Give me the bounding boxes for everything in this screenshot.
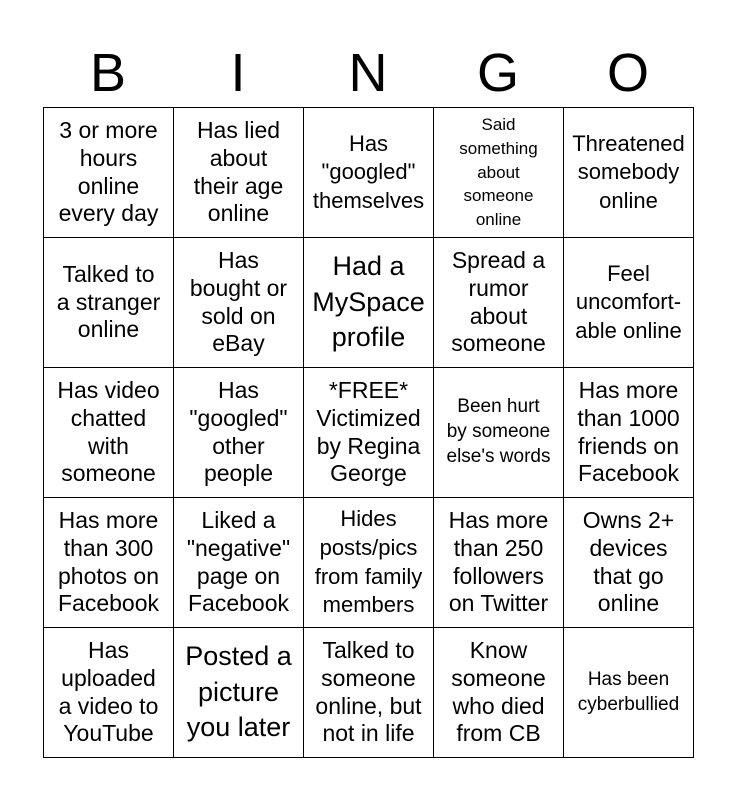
- bingo-cell[interactable]: [434, 238, 564, 368]
- bingo-cell[interactable]: [44, 368, 174, 498]
- cell-text: Has more than 300 photos on Facebook: [57, 507, 160, 617]
- bingo-cell[interactable]: [44, 108, 174, 238]
- cell-text: Feel uncomfort- able online: [575, 260, 682, 343]
- cell-text: Has "googled" other people: [189, 377, 288, 487]
- bingo-cell[interactable]: [564, 368, 694, 498]
- bingo-cell[interactable]: [174, 238, 304, 368]
- cell-text: Threatened somebody online: [572, 130, 685, 213]
- bingo-grid: [43, 107, 694, 758]
- cell-text: 3 or more hours online every day: [58, 117, 159, 227]
- bingo-cell[interactable]: [44, 498, 174, 628]
- cell-text: Posted a picture you later: [185, 640, 292, 743]
- cell-text: Talked to a stranger online: [56, 261, 161, 343]
- cell-text: Has more than 1000 friends on Facebook: [577, 377, 680, 487]
- bingo-cell[interactable]: [174, 108, 304, 238]
- cell-text: Has been cyberbullied: [577, 668, 680, 715]
- bingo-cell[interactable]: [174, 628, 304, 758]
- bingo-cell[interactable]: [564, 628, 694, 758]
- bingo-cell[interactable]: [564, 238, 694, 368]
- bingo-free-space[interactable]: [304, 368, 434, 498]
- bingo-cell[interactable]: [174, 368, 304, 498]
- bingo-cell[interactable]: [304, 108, 434, 238]
- bingo-cell[interactable]: [174, 498, 304, 628]
- bingo-cell[interactable]: [304, 238, 434, 368]
- cell-text: *FREE* Victimized by Regina George: [316, 377, 421, 487]
- bingo-cell[interactable]: [44, 628, 174, 758]
- bingo-cell[interactable]: [434, 498, 564, 628]
- cell-text: Has more than 250 followers on Twitter: [448, 507, 549, 617]
- header-letter-n: N: [348, 43, 388, 103]
- bingo-cell[interactable]: [434, 628, 564, 758]
- cell-text: Been hurt by someone else's words: [446, 396, 551, 467]
- cell-text: Has "googled" themselves: [312, 130, 425, 213]
- bingo-header: [43, 42, 693, 104]
- cell-text: Said something about someone online: [459, 115, 538, 230]
- header-letter-i: I: [230, 43, 246, 103]
- cell-text: Owns 2+ devices that go online: [582, 507, 675, 617]
- cell-text: Spread a rumor about someone: [451, 247, 546, 357]
- cell-text: Liked a "negative" page on Facebook: [186, 507, 291, 617]
- bingo-cell[interactable]: [44, 238, 174, 368]
- header-letter-o: O: [606, 43, 649, 103]
- bingo-cell[interactable]: [434, 108, 564, 238]
- bingo-cell[interactable]: [304, 498, 434, 628]
- cell-text: Has uploaded a video to YouTube: [58, 637, 159, 747]
- bingo-cell[interactable]: [434, 368, 564, 498]
- header-letter-g: G: [476, 43, 519, 103]
- bingo-cell[interactable]: [304, 628, 434, 758]
- cell-text: Talked to someone online, but not in life: [315, 637, 422, 747]
- cell-text: Has bought or sold on eBay: [189, 247, 288, 357]
- cell-text: Hides posts/pics from family members: [314, 506, 423, 618]
- header-letter-b: B: [89, 43, 127, 103]
- cell-text: Know someone who died from CB: [451, 637, 546, 747]
- bingo-cell[interactable]: [564, 498, 694, 628]
- bingo-cell[interactable]: [564, 108, 694, 238]
- cell-text: Has lied about their age online: [193, 117, 284, 227]
- cell-text: Has video chatted with someone: [57, 377, 160, 487]
- cell-text: Had a MySpace profile: [312, 250, 425, 353]
